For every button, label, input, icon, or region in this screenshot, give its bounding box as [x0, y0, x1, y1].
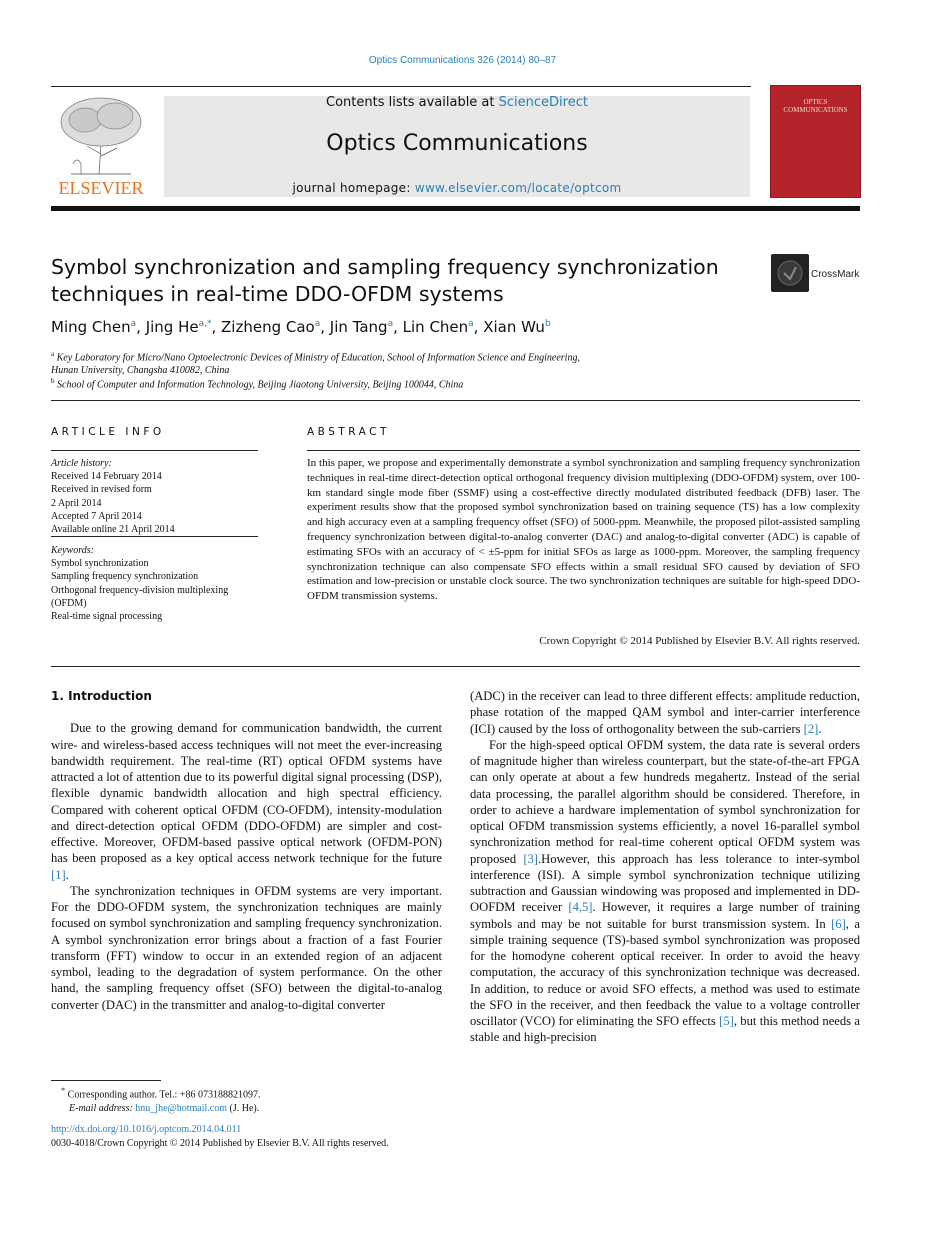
keywords-label: Keywords: — [51, 545, 94, 556]
author-affil-mark[interactable]: a,* — [198, 319, 212, 329]
history-label: Article history: — [51, 458, 112, 469]
author-name[interactable]: Jing He — [145, 318, 199, 336]
author-affil-mark[interactable]: a — [314, 319, 321, 329]
paragraph-text: , but this method needs a stable and high-precision — [470, 1014, 861, 1045]
history-item: 2 April 2014 — [51, 497, 102, 509]
header-thick-rule — [51, 206, 860, 211]
affiliation-b — [51, 375, 851, 391]
citation-link[interactable]: [3] — [523, 851, 538, 866]
crossmark-label: CrossMark — [811, 269, 860, 280]
abstract-bottom-rule — [51, 666, 860, 667]
footnote — [51, 1084, 442, 1115]
contents-line — [164, 95, 750, 110]
author-affil-mark[interactable]: a — [468, 319, 474, 329]
paragraph-text: . — [818, 721, 822, 736]
history-item: Accepted 7 April 2014 — [51, 510, 142, 522]
paragraph-text: (ADC) in the receiver can lead to three different effects: amplitude reduction, phase rotation of the mapped QAM symbol and inter-carrier interference (ICI) caused by the loss of orthogonality between the sub-carriers — [470, 689, 860, 736]
journal-title: Optics Communications — [326, 131, 588, 156]
keyword-item: Symbol synchronization — [51, 558, 149, 570]
homepage-line — [164, 181, 750, 195]
affiliation-rule — [51, 400, 860, 401]
abstract-text: In this paper, we propose and experimentally demonstrate a symbol synchronization and sampling frequency synchronization techniques in real-time direct-detection optical orthogonal frequency division multiplexing (DDO-OFDM) system, over 100-km standard single mode fiber (SSMF) using a cost-effective directly modulated distributed feedback (DFB) laser. The experiment results show that the proposed symbol synchronization based on training sequence (TS) has a low complexity and high accuracy even at a sampling frequency offset (SFO) of 5000-ppm. Meanwhile, the proposed pilot-assisted sampling frequency synchronization between digital-to-analog converter (DAC) and analog-to-digital converter (ADC) is capable of estimating SFOs with an accuracy of < ±5-ppm for initial SFOs as large as 1000-ppm. Moreover, the sampling frequency synchronization technique can also compensate SFO effects within a small residual SFO caused by deviation of SFO estimation and low-precision or unstable clock source. The two synchronization techniques are suitable for high-speed DDO-OFDM transmission systems. — [307, 457, 860, 603]
body-paragraph — [470, 737, 860, 1046]
issn-copyright: 0030-4018/Crown Copyright © 2014 Published by Elsevier B.V. All rights reserved. — [51, 1137, 389, 1149]
journal-reference-link[interactable]: Optics Communications 326 (2014) 80–87 — [368, 55, 557, 66]
citation-link[interactable]: [6] — [831, 916, 846, 931]
author-affil-mark[interactable]: b — [544, 319, 551, 329]
keyword-item: Sampling frequency synchronization — [51, 571, 199, 583]
header-rule — [51, 86, 751, 87]
citation-link[interactable]: [5] — [719, 1014, 734, 1028]
paragraph-text: . However, it requires a large number of training symbols and may be not suitable for burst transmission system. In — [470, 900, 861, 931]
citation-link[interactable]: [1] — [51, 867, 66, 882]
keyword-item: (OFDM) — [51, 597, 87, 609]
paragraph-text: . — [65, 867, 69, 882]
author-name[interactable]: Ming Chen — [51, 318, 131, 336]
email-link[interactable]: hnu_jhe@hotmail.com — [135, 1102, 227, 1114]
affiliation-a — [51, 348, 851, 377]
email-suffix: (J. He). — [227, 1102, 260, 1114]
footnote-mark: * — [61, 1086, 66, 1095]
contents-prefix: Contents lists available at — [326, 95, 499, 110]
cover-title: OPTICS COMMUNICATIONS — [783, 98, 848, 114]
body-column-right — [470, 688, 860, 1046]
section-heading-introduction: 1. Introduction — [51, 689, 152, 703]
abstract-rule — [307, 450, 860, 451]
paper-title: Symbol synchronization and sampling frequency synchronization techniques in real-time DDO-OFDM systems — [51, 255, 719, 306]
paragraph-text: Due to the growing demand for communication bandwidth, the current wire- and wireless-based access techniques will not meet the ever-increasing bandwidth requirement. The real-time (RT) optical OFDM systems have attracted a lot of attention due to its powerful digital signal processing (DSP), flexible dynamic bandwidth allocation and high spectral efficiency. Compared with coherent optical OFDM (CO-OFDM), intensity-modulation and direct-detection optical OFDM (DDO-OFDM) are simpler and cost-effective. Moreover, OFDM-based passive optical network (OFDM-PON) has been proposed as a key optical access network technique for the future — [51, 721, 442, 866]
corresponding-author-text: Corresponding author. Tel.: +86 073188821097. — [65, 1089, 261, 1101]
homepage-prefix: journal homepage: — [292, 181, 415, 195]
elsevier-tree-icon — [51, 94, 151, 198]
email-note — [51, 1102, 442, 1116]
paragraph-text: .However, this approach has less tolerance to inter-symbol interference (ISI). A simple symbol synchronization technique utilizing subtraction and Gaussian windowing was proposed and implemented in DD-OOFDM receiver — [470, 851, 860, 915]
doi-block — [51, 1123, 451, 1150]
author-name[interactable]: Jin Tang — [329, 318, 388, 336]
body-paragraph — [470, 688, 860, 737]
journal-cover-image[interactable] — [771, 86, 860, 197]
author-affil-mark[interactable]: a — [387, 319, 394, 329]
history-item: Received in revised form — [51, 484, 152, 496]
abstract-heading: ABSTRACT — [307, 426, 390, 438]
body-paragraph — [51, 720, 442, 883]
article-info-rule — [51, 450, 258, 451]
history-item: Available online 21 April 2014 — [51, 524, 175, 536]
homepage-link[interactable]: www.elsevier.com/locate/optcom — [414, 181, 622, 195]
footnote-rule — [51, 1080, 161, 1081]
sciencedirect-link[interactable]: ScienceDirect — [498, 95, 588, 110]
crossmark-badge[interactable] — [771, 254, 861, 294]
citation-link[interactable]: [2] — [803, 721, 819, 736]
keywords-rule — [51, 536, 258, 537]
crossmark-icon — [771, 254, 809, 292]
corresponding-author-note — [51, 1084, 442, 1102]
keywords — [51, 544, 266, 623]
affiliation-a-line1: Key Laboratory for Micro/Nano Optoelectronic Devices of Ministry of Education, School of Information Science and Engineering, — [56, 352, 580, 364]
keyword-item: Real-time signal processing — [51, 611, 163, 623]
affiliation-mark: a — [51, 350, 55, 358]
doi-link[interactable]: http://dx.doi.org/10.1016/j.optcom.2014.04.011 — [51, 1124, 242, 1135]
affiliation-a-line2: Hunan University, Changsha 410082, China — [51, 365, 230, 377]
affiliation-b-line1: School of Computer and Information Technology, Beijing Jiaotong University, Beijing 100044, China — [57, 379, 464, 391]
author-name[interactable]: Xian Wu — [483, 318, 545, 336]
keyword-item: Orthogonal frequency-division multiplexing — [51, 584, 229, 596]
elsevier-logo — [51, 94, 151, 198]
body-paragraph: The synchronization techniques in OFDM systems are very important. For the DDO-OFDM system, the synchronization techniques are mainly focused on symbol synchronization and sampling frequency synchronization. A symbol synchronization error brings about a fraction of a fast Fourier transform (FFT) window to occur in an extended region of an adjacent symbol, leading to the degradation of system performance. On the other hand, the sampling frequency offset (SFO) between the digital-to-analog converter (DAC) in the transmitter and analog-to-digital converter — [51, 883, 442, 1012]
history-item: Received 14 February 2014 — [51, 471, 162, 483]
article-history — [51, 457, 266, 536]
author-name[interactable]: Zizheng Cao — [221, 318, 315, 336]
paragraph-text: For the high-speed optical OFDM system, the data rate is several orders of magnitude higher than wireless counterpart, but the state-of-the-art FPGA can only operate at about a few hundreds megahertz. Instead of the serial data processing, the parallel algorithm should be considered. Therefore, in order to achieve a hardware implementation of symbol synchronization for optical OFDM transmission systems efficiently, a novel 16-parallel symbol synchronization method for real-time coherent optical OFDM system was proposed — [470, 737, 860, 866]
affiliation-mark: b — [51, 377, 55, 385]
author-name[interactable]: Lin Chen — [402, 318, 469, 336]
paragraph-text: , a simple training sequence (TS)-based symbol synchronization was proposed for the homodyne coherent optical receiver. In order to avoid the heavy computation, the accuracy of this synchronization technique was decreased. In addition, to reduce or avoid SFO effects, a method was used to estimate the SFO in the receiver, and then feedback the value to a voltage controller oscillator (VCO) for eliminating the SFO effects — [470, 916, 860, 1028]
email-label: E-mail address: — [69, 1102, 136, 1114]
abstract-copyright: Crown Copyright © 2014 Published by Elsevier B.V. All rights reserved. — [539, 635, 860, 647]
elsevier-wordmark: ELSEVIER — [58, 178, 144, 198]
author-list: Ming Chen$^a$, Jing $He^{a,*}$, Zizheng Cao$^a$, Jin Tang$^a$, Lin Chen$^a$, Xian Wu$^b$ — [51, 318, 551, 336]
article-info-heading: ARTICLE INFO — [51, 426, 165, 438]
author-affil-mark[interactable]: a — [130, 319, 137, 329]
body-column-left — [51, 688, 442, 1013]
citation-link[interactable]: [4,5] — [568, 900, 593, 915]
